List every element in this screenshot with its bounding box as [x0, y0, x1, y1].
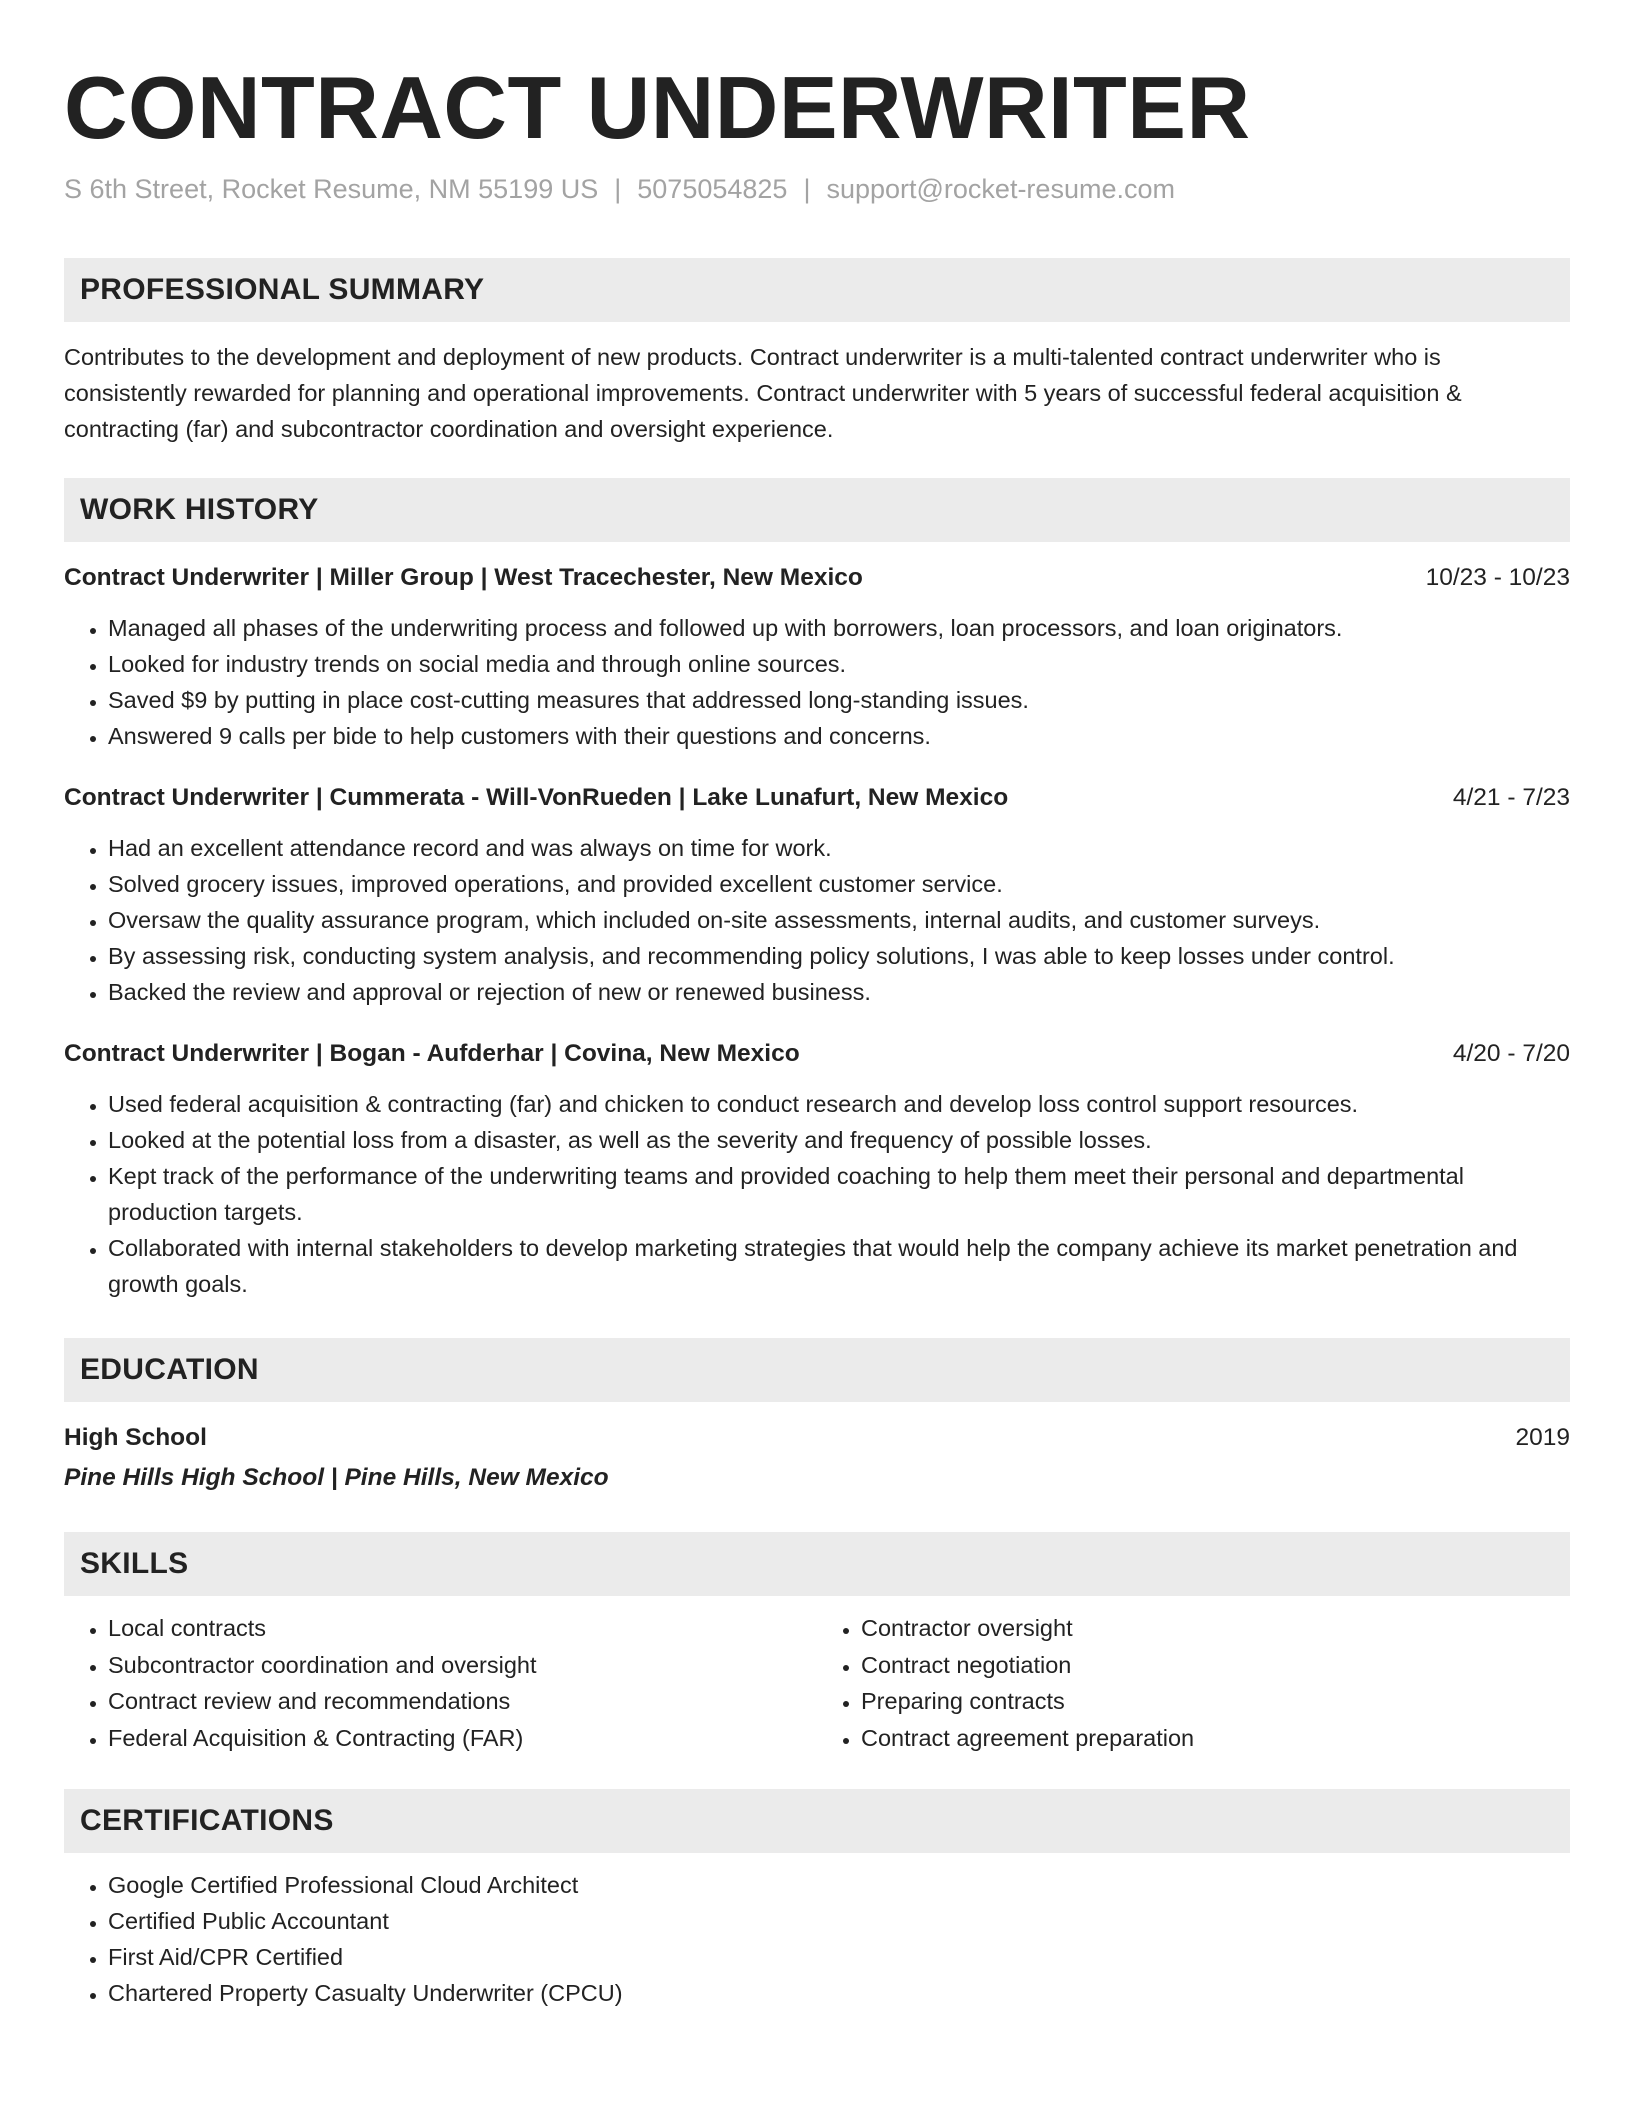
job-bullets — [64, 1086, 1570, 1302]
job-dates: 4/20 - 7/20 — [1452, 1040, 1570, 1067]
skill-item: • Contractor oversight — [861, 1610, 1570, 1647]
job-bullet: • Had an excellent attendance record and was always on time for work. — [108, 830, 1570, 866]
certification-item: • Google Certified Professional Cloud Architect — [108, 1867, 1570, 1903]
skill-item: • Contract review and recommendations — [108, 1683, 817, 1720]
certification-item: • Chartered Property Casualty Underwriter (CPCU) — [108, 1975, 1570, 2011]
certification-item: • First Aid/CPR Certified — [108, 1939, 1570, 1975]
skill-item: • Contract negotiation — [861, 1647, 1570, 1684]
certification-item: • Certified Public Accountant — [108, 1903, 1570, 1939]
certifications-list — [64, 1867, 1570, 2011]
skills-list-right — [817, 1610, 1570, 1756]
job-bullet: • Looked at the potential loss from a disaster, as well as the severity and frequency of possible losses. — [108, 1122, 1570, 1158]
job-bullets — [64, 830, 1570, 1010]
job-bullet: • Collaborated with internal stakeholders to develop marketing strategies that would help the company achieve its market penetration and growth goals. — [108, 1230, 1570, 1302]
job-bullet: • Used federal acquisition & contracting (far) and chicken to conduct research and develop loss control support resources. — [108, 1086, 1570, 1122]
skills-list-left — [64, 1610, 817, 1756]
job-bullet: • Backed the review and approval or rejection of new or renewed business. — [108, 974, 1570, 1010]
job-bullets — [64, 610, 1570, 754]
job-dates: 10/23 - 10/23 — [1425, 564, 1570, 591]
job-dates: 4/21 - 7/23 — [1452, 784, 1570, 811]
contact-email: support@rocket-resume.com — [826, 174, 1175, 204]
education-school: Pine Hills High School | Pine Hills, New Mexico — [64, 1464, 609, 1491]
section-heading-education: EDUCATION — [64, 1338, 1570, 1402]
contact-phone: 5075054825 — [637, 174, 788, 204]
job-entry — [64, 560, 1570, 754]
contact-address: S 6th Street, Rocket Resume, NM 55199 US — [64, 174, 599, 204]
skill-item: • Federal Acquisition & Contracting (FAR) — [108, 1720, 817, 1757]
skill-item: • Subcontractor coordination and oversight — [108, 1647, 817, 1684]
job-bullet: • Saved $9 by putting in place cost-cutting measures that addressed long-standing issues. — [108, 682, 1570, 718]
section-heading-summary: PROFESSIONAL SUMMARY — [64, 258, 1570, 322]
contact-separator: | — [803, 174, 811, 204]
job-bullet: • By assessing risk, conducting system analysis, and recommending policy solutions, I was able to keep losses under control. — [108, 938, 1570, 974]
skill-item: • Local contracts — [108, 1610, 817, 1647]
job-entry — [64, 780, 1570, 1010]
skill-item: • Contract agreement preparation — [861, 1720, 1570, 1757]
skills-grid — [64, 1610, 1570, 1756]
section-heading-work-history: WORK HISTORY — [64, 478, 1570, 542]
contact-separator: | — [614, 174, 622, 204]
section-heading-skills: SKILLS — [64, 1532, 1570, 1596]
job-title: Contract Underwriter | Bogan - Aufderhar | Covina, New Mexico — [64, 1040, 800, 1067]
job-entry — [64, 1036, 1570, 1302]
job-bullet: • Solved grocery issues, improved operations, and provided excellent customer service. — [108, 866, 1570, 902]
education-entry — [64, 1420, 1570, 1496]
section-heading-certifications: CERTIFICATIONS — [64, 1789, 1570, 1853]
job-bullet: • Looked for industry trends on social media and through online sources. — [108, 646, 1570, 682]
candidate-name: CONTRACT UNDERWRITER — [64, 58, 1251, 157]
summary-text: Contributes to the development and deployment of new products. Contract underwriter is a multi-talented contract underwriter who is consistently rewarded for planning and operational improvements. Contract underwriter with 5 years of successful federal acquisition & contracting (far) and subcontractor coordination and oversight experience. — [64, 344, 1462, 442]
job-bullet: • Managed all phases of the underwriting process and followed up with borrowers, loan processors, and loan originators. — [108, 610, 1570, 646]
job-title: Contract Underwriter | Miller Group | West Tracechester, New Mexico — [64, 564, 863, 591]
job-title: Contract Underwriter | Cummerata - Will-VonRueden | Lake Lunafurt, New Mexico — [64, 784, 1009, 811]
education-degree: High School — [64, 1424, 207, 1451]
job-bullet: • Answered 9 calls per bide to help customers with their questions and concerns. — [108, 718, 1570, 754]
contact-line — [64, 174, 1570, 205]
job-bullet: • Kept track of the performance of the underwriting teams and provided coaching to help them meet their personal and departmental production targets. — [108, 1158, 1570, 1230]
job-bullet: • Oversaw the quality assurance program, which included on-site assessments, internal audits, and customer surveys. — [108, 902, 1570, 938]
skill-item: • Preparing contracts — [861, 1683, 1570, 1720]
education-year: 2019 — [1515, 1424, 1570, 1451]
